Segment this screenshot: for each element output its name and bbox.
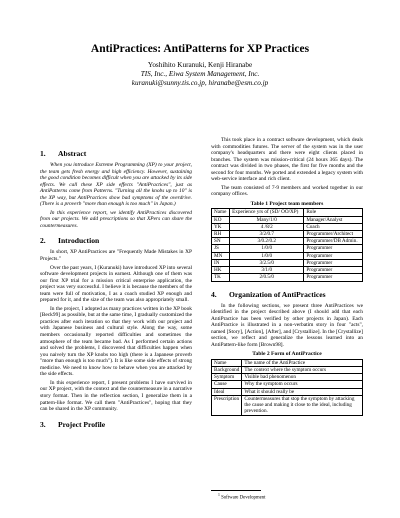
table-cell: Coach — [304, 223, 363, 230]
body-paragraph: This took place in a contract software development, which deals with commodities futures. The server of the system was in the user company's headquarters and there were eight clients placed in branches. The system was mission-critical (24 hours 365 days). The contract was divided in two phases, the first for five months and the second for four months. We ported and extended a legacy system with web-service interface and rich client. — [211, 137, 363, 183]
table-cell: The context where the symptom occurs — [242, 367, 363, 374]
body-paragraph: In the following sections, we present three AntiPractices we identified in the project described above (I should add that each AntiPractice has been verified by other projects in Japan). Each AntiPractice is illustrated in a non-verbatim story in four "acts", named [Story], [Action], [After], and [Crystallize]. In the [Crystallize] section, we reflect and generalize the lessons learned into an AntiPattern-like form [Brown98]. — [211, 302, 363, 348]
table-cell: MN — [212, 252, 230, 259]
table-cell: 3/2/0.7 — [230, 231, 304, 238]
table-row — [212, 388, 363, 395]
table-cell: Background — [212, 367, 242, 374]
table1-caption: Table 1 Project team members — [250, 200, 324, 207]
table-cell: 4 /8/2 — [230, 223, 304, 230]
table-cell: What it should really be — [242, 388, 363, 395]
section-heading-organization: 4. Organization of AntiPractices — [211, 289, 326, 299]
table-cell: Name — [212, 359, 242, 366]
table-cell: Programmer — [304, 252, 363, 259]
table-header-cell: Name — [212, 209, 230, 216]
footnote: $^1$ Software Development — [218, 493, 266, 501]
table-cell: Programmer — [304, 259, 363, 266]
table-header-cell: Role — [304, 209, 363, 216]
right-column — [211, 137, 363, 416]
table2-caption: Table 2 Form of AntiPractice — [252, 351, 322, 358]
table-header-cell: Experience yrs of (SD/ OO/XP) — [230, 209, 304, 216]
table-row — [212, 274, 363, 281]
body-paragraph: In short, XP AntiPractices are "Frequently Made Mistakes in XP Projects." — [40, 249, 192, 263]
body-paragraph: In this experience report, I present problems I have survived in our XP project, with the context and the countermeasure in a narrative story format. Then in the reflection section, I generalize them in a pattern-like format. We call them "AntiPractices", hoping that they can be shared in the XP community. — [40, 379, 192, 413]
table-cell: SN — [212, 238, 230, 245]
table-cell: Programmer — [304, 245, 363, 252]
table-header-row — [212, 209, 363, 216]
section-heading-introduction: 2. Introduction — [40, 236, 100, 246]
table-cell: The name of the AntiPractice — [242, 359, 363, 366]
body-paragraph: Over the past years, I (Kuranuki) have introduced XP into several software development projects in earnest. Although one of them was our first XP trial for a mission critical enterprise application, the project was very successful. I believe it is because the members of the team were full of motivation, I as a coach studied XP enough and prepared for it, and the size of the team was also appropriately small. — [40, 264, 192, 304]
left-column — [40, 144, 192, 433]
table-cell: Ideal — [212, 388, 242, 395]
table-cell: Why the symptom occurs — [242, 381, 363, 388]
table-cell: HK — [212, 267, 230, 274]
table-cell: 3/2.5/0 — [230, 259, 304, 266]
table-cell: Cause — [212, 381, 242, 388]
table-cell: 2/0.5/0 — [230, 274, 304, 281]
table-cell: Programmer/DB Admin. — [304, 238, 363, 245]
table-cell: Visible bad phenomenon — [242, 374, 363, 381]
table-cell: Programmer/Architect — [304, 231, 363, 238]
body-paragraph: In the project, I adopted as many practices written in the XP book [Beck99] as possible, but at the same time, I gradually customized the practices after each iteration so that they work with our project and with Japanese business and cultural style. Along the way, some members occasionally reported difficulties and sometimes the atmosphere of the team became bad. As I performed certain actions and solved the problems, I discovered that difficulties happen when you naively turn the XP knobs too high (there is a Japanese proverb "more than enough is too much"). It is like some side effects of strong medicine. We need to know how to behave when you are attacked by the side effects. — [40, 305, 192, 378]
table-cell: JS — [212, 245, 230, 252]
table-cell: Manager/Analyst — [304, 216, 363, 223]
table-row — [212, 238, 363, 245]
table-cell: RH — [212, 231, 230, 238]
footnote-divider — [211, 490, 261, 491]
antipractice-form-table — [211, 359, 363, 416]
table-cell: 1/0/0 — [230, 252, 304, 259]
table-row — [212, 245, 363, 252]
author-emails: kuranuki@sunny.tis.co.jp, hiranabe@esm.co.jp — [131, 79, 269, 87]
table-cell: IN — [212, 259, 230, 266]
table-cell: YK — [212, 223, 230, 230]
table-row — [212, 231, 363, 238]
table-row — [212, 395, 363, 415]
table-cell: 3/1/0 — [230, 267, 304, 274]
table-cell: Programmer — [304, 267, 363, 274]
author-block — [0, 61, 400, 88]
table-row — [212, 259, 363, 266]
table-cell: TK — [212, 274, 230, 281]
table-cell: Many/1/0 — [230, 216, 304, 223]
table-cell: Symptom — [212, 374, 242, 381]
author-affiliation: TIS, Inc., Eiwa System Management, Inc. — [140, 70, 260, 78]
table-row — [212, 359, 363, 366]
table-cell: 1/0/0 — [230, 245, 304, 252]
table-row — [212, 374, 363, 381]
table-row — [212, 216, 363, 223]
table-row — [212, 367, 363, 374]
table-row — [212, 381, 363, 388]
table-row — [212, 267, 363, 274]
table-cell: 3/0.2/0.2 — [230, 238, 304, 245]
table-cell: KO — [212, 216, 230, 223]
table-cell: Prescription — [212, 395, 242, 415]
body-paragraph: The team consisted of 7-9 members and worked together in our company offices. — [211, 184, 363, 198]
paper-title: AntiPractices: AntiPatterns for XP Practices — [90, 43, 310, 55]
abstract-paragraph: When you introduce Extreme Programming (XP) to your project, the team gets fresh energy and high efficiency. However, sustaining the good condition becomes difficult when you are attacked by its side effects. We call these XP side effects "AntiPractices", just as AntiPatterns come from Patterns. "Turning all the knobs up to 10" is the XP way, but AntiPractices show bad symptoms of the overdrive. (There is a proverb "more than enough is too much" in Japan.) — [40, 162, 192, 208]
team-members-table — [211, 208, 363, 281]
table-row — [212, 223, 363, 230]
table-cell: Countermeasures that stop the symptom by attacking the cause and making it close to the ideal, including prevention. — [242, 395, 363, 415]
table-row — [212, 252, 363, 259]
section-heading-profile: 3. Project Profile — [40, 419, 106, 429]
author-names: Yoshihito Kuranuki, Kenji Hiranabe — [147, 61, 253, 69]
table-cell: Programmer — [304, 274, 363, 281]
abstract-paragraph: In this experience report, we identify AntiPractices discovered from our projects. We add prescriptions so that XPers can share the countermeasures. — [40, 209, 192, 229]
section-heading-abstract: 1. Abstract — [40, 149, 87, 158]
